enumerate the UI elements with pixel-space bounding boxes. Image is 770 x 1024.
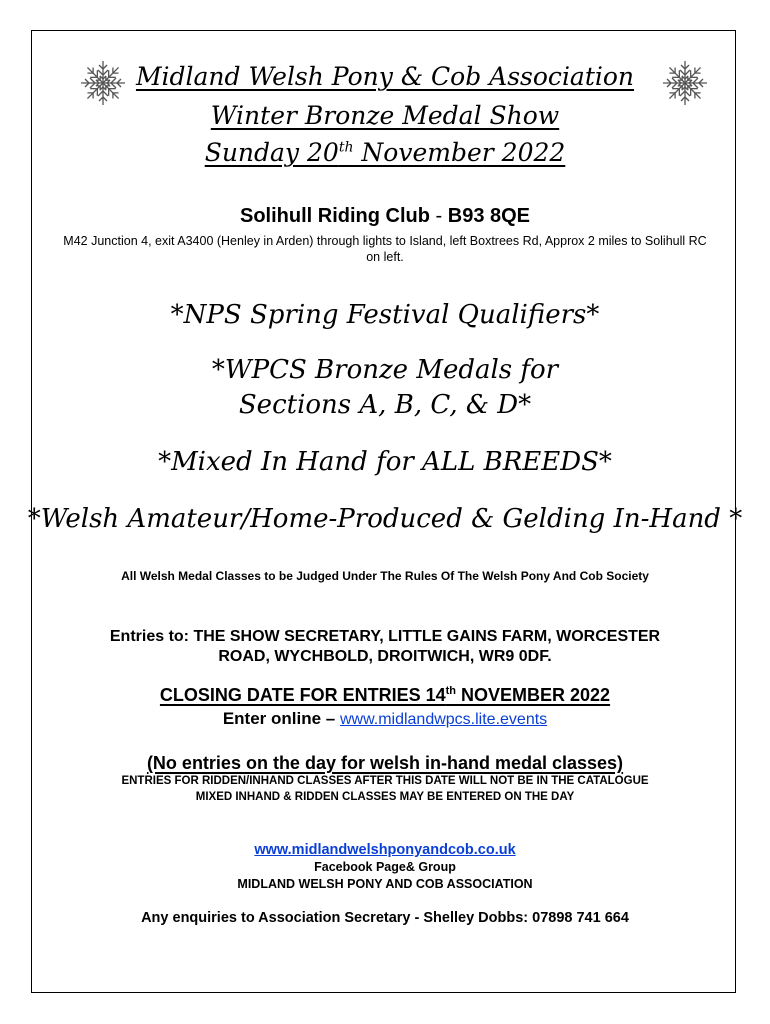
closing-sup: th: [445, 685, 457, 697]
venue-postcode: B93 8QE: [447, 205, 531, 227]
venue-heading: [0, 205, 770, 228]
show-date: [0, 138, 770, 167]
enquiries: Any enquiries to Association Secretary - Shelley Dobbs: 07898 741 664: [141, 910, 629, 926]
ridden-inhand-notice: ENTRIES FOR RIDDEN/INHAND CLASSES AFTER THIS DATE WILL NOT BE IN THE CATALOGUE: [121, 775, 649, 787]
show-date-sup: th: [338, 139, 354, 156]
website-link[interactable]: www.midlandwelshponyandcob.co.uk: [254, 842, 516, 858]
venue-name: Solihull Riding Club: [239, 205, 430, 227]
wpcs-line1: *WPCS Bronze Medals for: [211, 355, 559, 385]
venue-directions: M42 Junction 4, exit A3400 (Henley in Arden) through lights to Island, left Boxtrees Rd, Approx 2 miles to Solihull RC on left.: [63, 234, 707, 264]
mixed-day-notice: MIXED INHAND & RIDDEN CLASSES MAY BE ENTERED ON THE DAY: [195, 791, 575, 803]
show-date-suffix: November 2022: [353, 138, 566, 167]
show-date-main: Sunday 20: [204, 138, 339, 167]
facebook-note: Facebook Page& Group: [314, 860, 456, 874]
no-entries-notice: (No entries on the day for welsh in-hand medal classes): [146, 753, 624, 773]
rules-note: All Welsh Medal Classes to be Judged Under The Rules Of The Welsh Pony And Cob Society: [121, 569, 649, 583]
association-title: Midland Welsh Pony & Cob Association: [135, 62, 635, 91]
show-title: Winter Bronze Medal Show: [210, 101, 560, 130]
online-entry-link[interactable]: www.midlandwpcs.lite.events: [339, 711, 548, 728]
venue-separator: -: [429, 205, 448, 227]
enter-online-label: Enter online –: [222, 709, 340, 728]
entries-line2: ROAD, WYCHBOLD, DROITWICH, WR9 0DF.: [218, 648, 552, 665]
closing-suffix: NOVEMBER 2022: [456, 685, 611, 705]
entries-line1: Entries to: THE SHOW SECRETARY, LITTLE GAINS FARM, WORCESTER: [109, 628, 661, 645]
website: [0, 842, 770, 858]
wpcs-line2: Sections A, B, C, & D*: [238, 390, 532, 420]
nps-qualifiers: *NPS Spring Festival Qualifiers*: [170, 300, 600, 330]
enter-online: [0, 709, 770, 729]
closing-date: [0, 685, 770, 706]
closing-prefix: CLOSING DATE FOR ENTRIES 14: [159, 685, 446, 705]
association-name: MIDLAND WELSH PONY AND COB ASSOCIATION: [237, 877, 533, 891]
closing-date-text: [160, 685, 610, 705]
mixed-inhand: *Mixed In Hand for ALL BREEDS*: [158, 447, 612, 477]
welsh-amateur: *Welsh Amateur/Home-Produced & Gelding In-Hand *: [27, 504, 743, 534]
